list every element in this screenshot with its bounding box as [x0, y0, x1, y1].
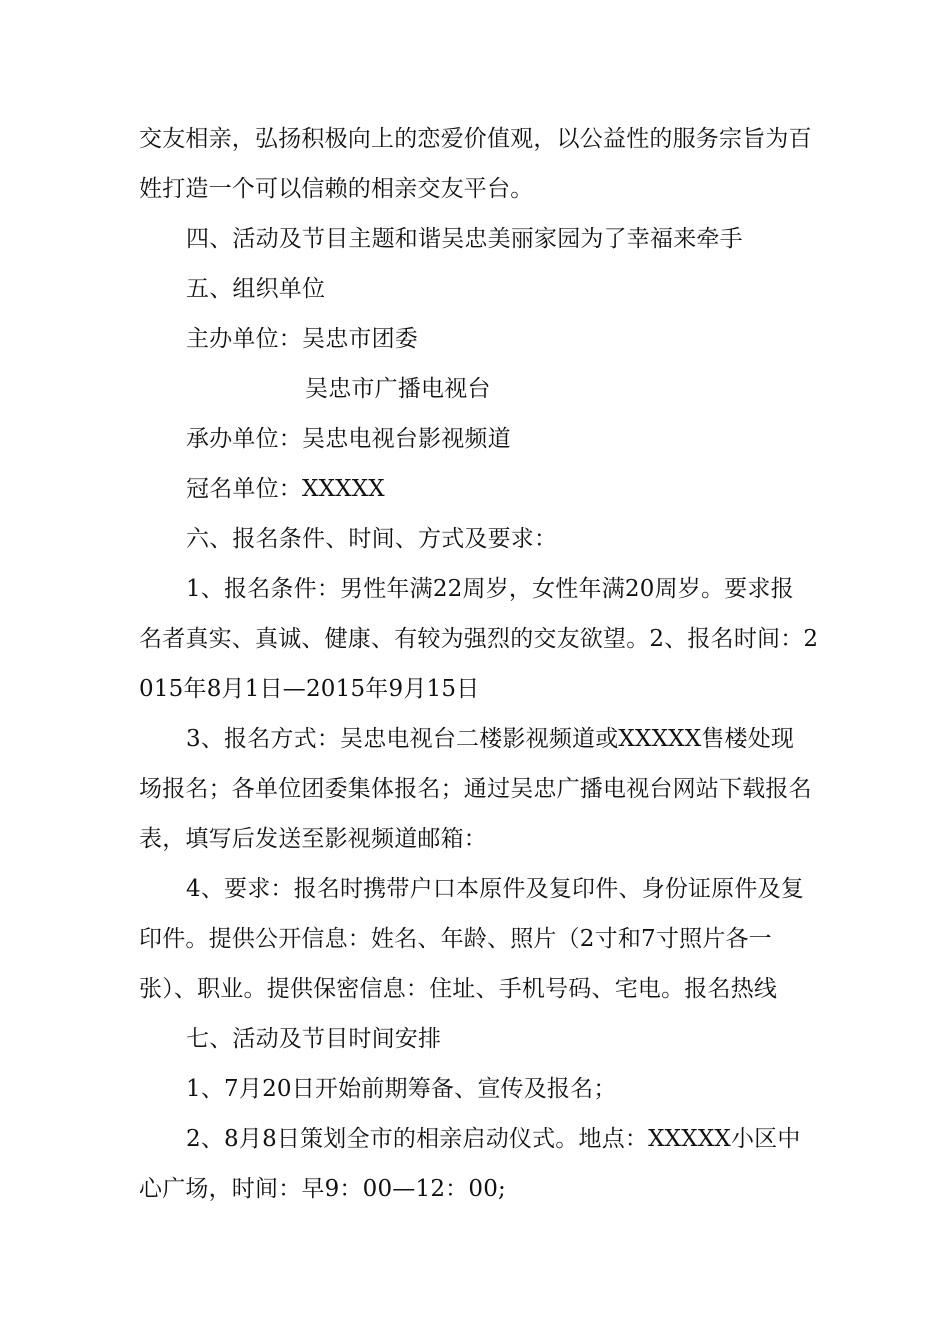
section-heading: 六、报名条件、时间、方式及要求： — [186, 526, 558, 552]
text-line: 1、7月20日开始前期筹备、宣传及报名； — [186, 1076, 617, 1102]
text-line: 1、报名条件：男性年满22周岁，女性年满20周岁。要求报 — [186, 576, 794, 602]
text-line: 心广场，时间：早9：00—12：00; — [139, 1176, 506, 1202]
text-line: 承办单位：吴忠电视台影视频道 — [186, 426, 511, 452]
text-line: 张）、职业。提供保密信息：住址、手机号码、宅电。报名热线 — [139, 976, 778, 1002]
text-line: 交友相亲，弘扬积极向上的恋爱价值观，以公益性的服务宗旨为百 — [139, 126, 812, 152]
text-line: 冠名单位：XXXXX — [186, 476, 385, 502]
text-line: 名者真实、真诚、健康、有较为强烈的交友欲望。2、报名时间：2 — [139, 626, 819, 652]
text-line: 表，填写后发送至影视频道邮箱： — [139, 826, 487, 852]
section-heading: 四、活动及节目主题和谐吴忠美丽家园为了幸福来牵手 — [186, 226, 743, 252]
section-heading: 七、活动及节目时间安排 — [186, 1026, 442, 1052]
text-line: 姓打造一个可以信赖的相亲交友平台。 — [139, 176, 534, 202]
text-line: 2、8月8日策划全市的相亲启动仪式。地点：XXXXX小区中 — [186, 1126, 801, 1152]
text-line: 主办单位：吴忠市团委 — [186, 326, 418, 352]
text-line: 吴忠市广播电视台 — [305, 376, 491, 402]
text-line: 3、报名方式：吴忠电视台二楼影视频道或XXXXX售楼处现 — [186, 726, 795, 752]
text-line: 场报名；各单位团委集体报名；通过吴忠广播电视台网站下载报名 — [139, 776, 812, 802]
document-body — [139, 114, 819, 1214]
text-line: 4、要求：报名时携带户口本原件及复印件、身份证原件及复 — [186, 876, 805, 902]
section-heading: 五、组织单位 — [186, 276, 326, 302]
text-line: 015年8月1日—2015年9月15日 — [139, 676, 480, 702]
text-line: 印件。提供公开信息：姓名、年龄、照片（2寸和7寸照片各一 — [139, 926, 772, 952]
